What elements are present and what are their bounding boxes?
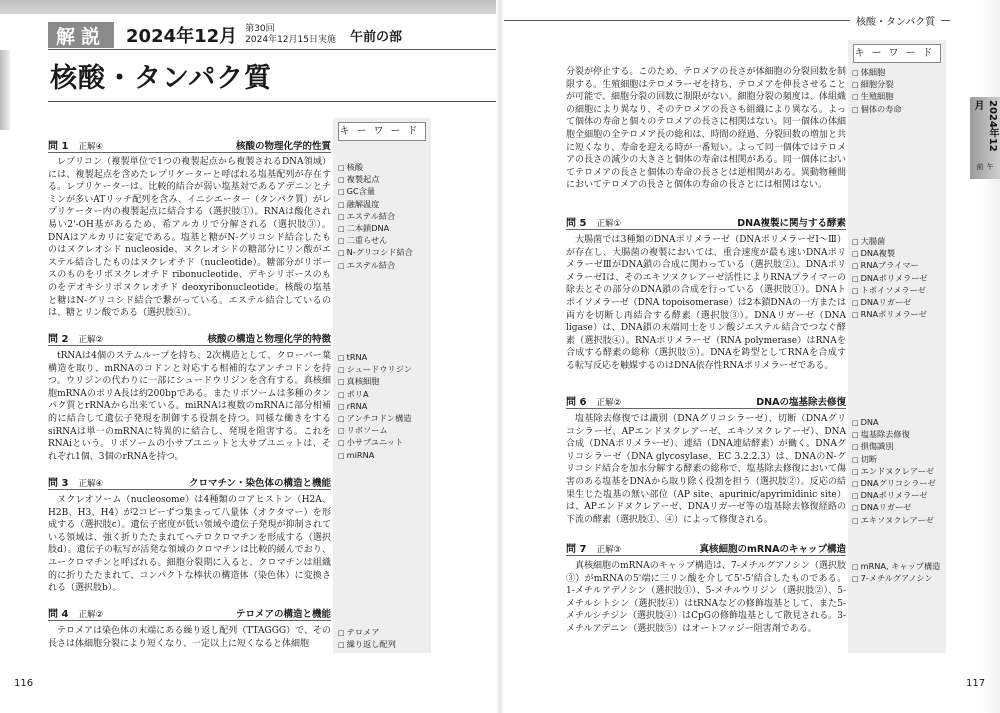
- keyword-item: □ 二重らせん: [338, 235, 430, 247]
- correct-answer: 正解②: [78, 335, 104, 345]
- keyword-item: □ DNAポリメラーゼ: [852, 490, 944, 502]
- explanation-text: テロメアは染色体の末端にある繰り返し配列（TTAGGG）で、その長さは体細胞分裂により短くなり、一定以上に短くなると体細胞: [48, 626, 331, 649]
- keyword-item: □ DNA複製: [852, 248, 944, 260]
- section-label: 解説: [48, 22, 114, 48]
- keyword-item: □ 大腸菌: [852, 236, 944, 248]
- exam-header: [48, 22, 402, 48]
- keyword-item: □ 体細胞: [852, 67, 944, 79]
- keyword-item: □ GC含量: [338, 186, 430, 198]
- keyword-item: □ 繰り返し配列: [338, 639, 430, 651]
- correct-answer: 正解①: [596, 219, 622, 229]
- explanation-text: レプリコン（複製単位で1つの複製起点から複製されるDNA領域）には、複製起点を含めたレプリケーターと呼ばれる塩基配列が存在する。レプリケーターは、比較的結合が弱い塩基対であるアデニンとチミンが多いATリッチ配列を含み、イニシエーター（タンパク質）がレプリケーター内の複製起点に結合する（選択肢①）。RNAは酸化され易い2'-OH基があるため、希アルカリで分解される（選択肢③）。DNAはアルカリに安定である。塩基と糖がN-グリコシド結合したものはヌクレオシド nucleoside、ヌクレオシドの糖部分にリン酸がエステル結合したものはヌクレオチド（nucleotide）。糖部分がリボースのものをリボヌクレオチド ribonucleotide、デキシリボースのものをデオキシリボヌクレオチド deoxyribonucleotide。核酸の塩基と糖はN-グリコシド結合で繋がっている。エステル結合しているのは、糖とリン酸である（選択肢④）。: [48, 157, 331, 319]
- question-number: 問 7: [566, 544, 587, 555]
- exam-held: 2024年12月15日実施: [245, 35, 336, 45]
- page-number: 116: [14, 678, 34, 689]
- keyword-item: □ tRNA: [338, 352, 430, 364]
- question-topic: 核酸の構造と物理化学的特徴: [207, 334, 331, 345]
- keyword-item: □ エキソヌクレアーゼ: [852, 515, 944, 527]
- explanation-text: 真核細胞のmRNAのキャップ構造は、7-メチルグアノシン（選択肢③）がmRNAの5'端に三リン酸を介して5'-5'結合したものである。1-メチルアデノシン（選択肢①）、5-メチルウリジン（選択肢②）、5-メチルシトシン（選択肢④）はtRNAなどの修飾塩基として、また5-メチルシチジン（選択肢④）はCpGの修飾塩基として散見される。3-メチルアデニン（選択肢⑤）はオートファジー阻害剤である。: [566, 561, 846, 634]
- explanation-text: tRNAは4個のステムループを持ち、2次構造として、クローバー葉構造を取り、mRNAのコドンと対応する相補的なアンチコドンを持つ。ウリジンの代わりに一部にシュードウリジンを含有する。真核細胞mRNAのポリA長は約200bpである。またリボソームは多種のタンパク質とrRNAから出来ている。miRNAは複数のmRNAに部分相補的に結合して遺伝子発現を制御する役割を持つ。同様な働きをするsiRNAは単一のmRNAに特異的に結合し、発現を阻害する。これをRNAiという。リボソームの小サブユニットと大サブユニットは、それぞれ1個、3個のrRNAを持つ。: [48, 351, 331, 462]
- keyword-list: [338, 352, 430, 462]
- page-edge-tab: [0, 50, 10, 130]
- book-gutter: [496, 0, 504, 713]
- explanation-text: 分裂が停止する。このため、テロメアの長さが体細胞の分裂回数を制限する。生殖細胞はテロメラーゼを持ち、テロメアを伸長させることが可能で、細胞分裂の回数に制限がない。細胞分裂の頻度は、体組織の細胞により異なり、そのテロメアの長さも組織により異なる。よって個体の寿命と個々のテロメアの長さに相関はない。同一個体の体細胞全細胞の全テロメア長の総和は、時間の経過、分裂回数の増加と共に短くなり、寿命を迎える時が一番短い。よって同一個体ではテロメアの長さの減少の大きさと個体の寿命は相関がある。同一個体においてテロメアの長さと個体の寿命の長さとは逆相関がある。異動物種間においてテロメアの長さと個体の寿命の長さとには相関はない。: [566, 67, 846, 191]
- keyword-item: □ mRNA, キャップ構造: [852, 561, 944, 573]
- question-number: 問 1: [48, 141, 69, 152]
- question-header: [566, 216, 846, 230]
- keyword-list: [338, 627, 430, 651]
- keyword-item: □ シュードウリジン: [338, 364, 430, 376]
- exam-round: 第30回: [245, 24, 275, 34]
- correct-answer: 正解④: [78, 142, 104, 152]
- index-tab-main: 2024年12月: [972, 100, 998, 152]
- exam-info: [245, 22, 344, 48]
- exam-date: 2024年12月: [126, 26, 238, 47]
- keyword-item: □ ポリA: [338, 389, 430, 401]
- keyword-item: □ 融解温度: [338, 199, 430, 211]
- keyword-list: [338, 162, 430, 272]
- keyword-item: □ 生殖細胞: [852, 91, 944, 103]
- chapter-label: 核酸・タンパク質: [850, 13, 941, 28]
- keyword-item: □ 切断: [852, 454, 944, 466]
- keyword-item: □ テロメア: [338, 627, 430, 639]
- keyword-item: □ 損傷識別: [852, 441, 944, 453]
- question-number: 問 6: [566, 397, 587, 408]
- question-topic: DNA複製に関与する酵素: [737, 218, 846, 229]
- explanation-text: 塩基除去修復では識別（DNAグリコシラーゼ）、切断（DNAグリコシラーゼ、APエンドヌクレアーゼ、エキソヌクレアーゼ）、DNA合成（DNAポリメラーゼ）、連結（DNA連結酵素）が働く。DNAグリコシラーゼ（DNA glycosylase、EC 3.2.2.3）は、DNAのN-グリコシド結合を加水分解する酵素の総称で、塩基除去修復において傷害のある塩基をDNAから取り除く役割を担う（選択肢②）。反応の結果生じた塩基の無い部位（AP site、apurinic/apyrimidinic site）は、APエンドヌクレアーゼ、DNAリガーゼ等の塩基除去修復経路の下流の酵素（選択肢①、④）によって修復される。: [566, 414, 846, 525]
- keyword-list: [852, 67, 944, 116]
- keyword-item: □ DNA: [852, 417, 944, 429]
- explanation-text: ヌクレオソーム（nucleosome）は4種類のコアヒストン（H2A、H2B、H3、H4）が2コピーずつ集まって八量体（オクタマー）を形成する（選択肢c）。遺伝子密度が低い領域や遺伝子発現が抑制されている領域は、強く折りたたまれてヘテロクロマチンを形成する（選択肢d）。遺伝子の転写が活発な領域のクロマチンは比較的緩んでおり、ユークロマチンと呼ばれる。細胞分裂期に入ると、クロマチンは組織的に折りたたまれて、コンパクトな棒状の構造体（染色体）に変換される（選択肢b）。: [48, 495, 331, 594]
- header-band: [0, 0, 500, 14]
- keyword-item: □ 細胞分裂: [852, 79, 944, 91]
- keyword-item: □ エステル結合: [338, 211, 430, 223]
- question-header: [48, 139, 331, 153]
- question-topic: DNAの塩基除去修復: [756, 397, 846, 408]
- keyword-item: □ 小サブユニット: [338, 437, 430, 449]
- keyword-item: □ トポイソメラーゼ: [852, 285, 944, 297]
- keyword-item: □ N-グリコシド結合: [338, 247, 430, 259]
- keyword-list: [852, 417, 944, 527]
- page-number: 117: [966, 678, 986, 689]
- question-header: [566, 395, 846, 409]
- keyword-item: □ 7-メチルグアノシン: [852, 573, 944, 585]
- keyword-heading: キーワード: [338, 122, 426, 141]
- question-topic: 真核細胞のmRNAのキャップ構造: [699, 544, 846, 555]
- question-number: 問 5: [566, 218, 587, 229]
- exam-part: 午前の部: [349, 29, 402, 45]
- question-number: 問 4: [48, 609, 69, 620]
- keyword-item: □ リボソーム: [338, 425, 430, 437]
- question-number: 問 3: [48, 478, 69, 489]
- question-header: [48, 332, 331, 346]
- question-header: [566, 542, 846, 556]
- keyword-item: □ DNAポリメラーゼ: [852, 273, 944, 285]
- index-tab-label: [973, 100, 997, 176]
- keyword-item: □ DNAリガーゼ: [852, 502, 944, 514]
- keyword-item: □ RNAプライマー: [852, 260, 944, 272]
- keyword-item: □ エステル結合: [338, 260, 430, 272]
- question-topic: テロメアの構造と機能: [235, 609, 331, 620]
- question-header: [48, 607, 331, 621]
- keyword-heading: キーワード: [853, 44, 941, 63]
- question-topic: 核酸の物理化学的性質: [235, 141, 331, 152]
- explanation-text: 大腸菌では3種類のDNAポリメラーゼ（DNAポリメラーゼⅠ～Ⅲ）が存在し、大腸菌の複製においては、重合速度が最も速いDNAポリメラーゼⅢがDNA鎖の合成に関わっている（選択肢②）。DNAポリメラーゼⅠは、そのエキソヌクレアーゼ活性によりRNAプライマーの除去とその部分のDNA鎖の合成を行っている（選択肢①）。DNAトポイソメラーゼ（DNA topoisomerase）は2本鎖DNAの一方または両方を切断し再結合する酵素（選択肢③）。DNAリガーゼ（DNA ligase）は、DNA鎖の末端同士をリン酸ジエステル結合でつなぐ酵素（選択肢④）。RNAポリメラーゼ（RNA polymerase）はRNAを合成する酵素の総称（選択肢⑤）。DNAを鋳型としてRNAを合成する転写反応を触媒するのはDNA依存性RNAポリメラーゼである。: [566, 235, 846, 371]
- correct-answer: 正解③: [596, 545, 622, 555]
- question-number: 問 2: [48, 334, 69, 345]
- keyword-list: [852, 561, 944, 585]
- keyword-item: □ アンチコドン構造: [338, 413, 430, 425]
- page-title: 核酸・タンパク質: [50, 63, 273, 94]
- keyword-item: □ 核酸: [338, 162, 430, 174]
- keyword-item: □ DNAリガーゼ: [852, 297, 944, 309]
- correct-answer: 正解④: [78, 479, 104, 489]
- keyword-list: [852, 236, 944, 321]
- keyword-item: □ 塩基除去修復: [852, 429, 944, 441]
- correct-answer: 正解②: [596, 398, 622, 408]
- question-header: [48, 476, 331, 490]
- index-tab-sub: 午前: [976, 162, 994, 170]
- keyword-item: □ 複製起点: [338, 174, 430, 186]
- question-topic: クロマチン・染色体の構造と機能: [188, 478, 331, 489]
- header-rule: [48, 49, 500, 50]
- keyword-item: □ 個体の寿命: [852, 104, 944, 116]
- keyword-item: □ rRNA: [338, 401, 430, 413]
- keyword-item: □ DNAグリコシラーゼ: [852, 478, 944, 490]
- keyword-item: □ miRNA: [338, 450, 430, 462]
- keyword-item: □ エンドヌクレアーゼ: [852, 466, 944, 478]
- correct-answer: 正解②: [78, 610, 104, 620]
- keyword-item: □ 真核細胞: [338, 376, 430, 388]
- title-rule: [48, 101, 500, 102]
- keyword-item: □ 二本鎖DNA: [338, 223, 430, 235]
- keyword-item: □ RNAポリメラーゼ: [852, 309, 944, 321]
